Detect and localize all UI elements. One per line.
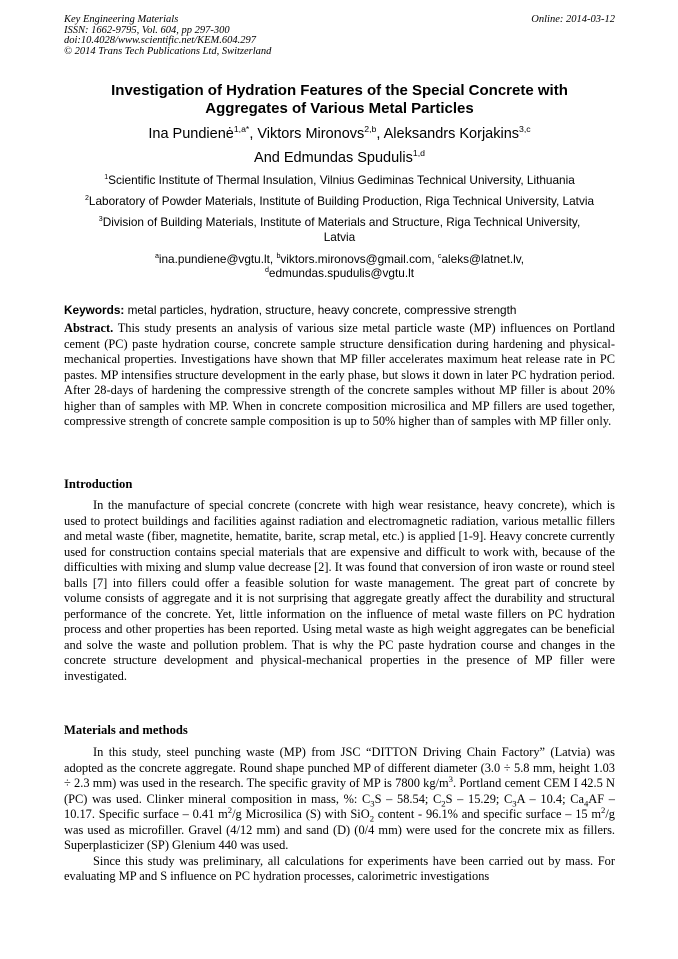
superscript: 2 xyxy=(227,804,233,815)
text-run: S – 15.29; C xyxy=(445,791,513,806)
text-run: In this study, steel punching waste (MP) from JSC “DITTON Driving Chain Factory” (Latvia) was adopted as the concrete aggregate. Round shape punched MP of different diameter (3.0 ÷ 5.8 mm, height 1.03 ÷ 2.3 mm) was used in the research. The specific gravity of MP is 7800 kg/m xyxy=(64,745,615,790)
abstract-text: This study presents an analysis of various size metal particle waste (MP) influences on Portland cement (PC) paste hydration course, concrete sample structure densification during hardening and physical-mechanical properties. Investigations have shown that MP filler accelerates maximum heat release rate in PC pastes. MP intensifies structure development in the early phase, but slows it down in later PC hydration period. After 28-days of hardening the compressive strength of the concrete samples without MP filler is about 20% higher than of samples with MP. When in concrete composition microsilica and MP fillers are used together, compressive strength of concrete sample composition is up to 50% higher than of samples with MP filler only. xyxy=(64,321,615,428)
affiliation xyxy=(64,194,615,208)
text-run: AF – 10.17. Specific surface – 0.41 m xyxy=(64,791,615,821)
subscript: 2 xyxy=(441,797,446,808)
affiliation-sup: 2 xyxy=(84,194,89,203)
text-run: content - 96.1% and specific surface – 15 m xyxy=(374,807,602,821)
text-run: A – 10.4; Ca xyxy=(516,791,584,806)
author-name: Ina Pundienė xyxy=(148,126,234,142)
abstract-label: Abstract. xyxy=(64,321,114,335)
author-name: And Edmundas Spudulis xyxy=(254,150,413,166)
title-line-2: Aggregates of Various Metal Particles xyxy=(205,100,474,117)
affiliation-sup: 3 xyxy=(98,215,103,224)
introduction-paragraph: In the manufacture of special concrete (concrete with high wear resistance, heavy concrete), which is used to protect buildings and facilities against radiation and electromagnetic radiation, various metallic fillers and metal waste (fiber, magnetite, hematite, barite, scrap metal, etc.) is applied [1-9]. Heavy concrete currently used for construction contains special materials that are expensive and difficult to work with, because of the difficulties with mixing and slump value decrease [2]. It was found that conversion of iron waste or round steel balls [7] into fillers could offer a feasible solution for waste management. The great part of concrete by volume consists of aggregate and it is not surprising that aggregate greatly affect the durability and structural performance of the concrete. Yet, little information on the influence of metal waste fillers on PC hydration process and other properties has been reported. Using metal waste as high weight aggregates can be beneficial and solve the waste and pollution problem. That is why the PC paste hydration course and changes in the concrete structure development and physical-mechanical properties in the presence of MP filler were investigated. xyxy=(64,498,615,683)
materials-body xyxy=(64,745,615,885)
doi-line[interactable]: doi:10.4028/www.scientific.net/KEM.604.297 xyxy=(64,35,256,47)
text-run: S – 58.54; C xyxy=(374,791,442,806)
keywords xyxy=(64,303,615,317)
affiliation-sup: 1 xyxy=(104,173,109,182)
affiliation-text: Division of Building Materials, Institute of Materials and Structure, Riga Technical University, xyxy=(102,215,581,229)
superscript: 2 xyxy=(601,804,606,815)
email-sup: d xyxy=(264,266,269,275)
affiliation-text-cont: Latvia xyxy=(323,230,356,244)
email-link[interactable]: aleks@latnet.lv xyxy=(441,252,521,266)
email-list: $^a$ina.pundiene@vgtu.lt, $^b$viktors.mironovs@gmail.com, $^c$aleks@latnet.lv, $^d$edmundas.spudulis@vgtu.lt xyxy=(154,252,525,280)
author-sup: 3,c xyxy=(519,124,531,135)
text-run: /g Microsilica (S) with SiO xyxy=(232,807,370,821)
introduction-body xyxy=(64,498,615,684)
email-link[interactable]: ina.pundiene@vgtu.lt xyxy=(158,252,270,266)
author-name: Aleksandrs Korjakins xyxy=(383,126,520,142)
affiliation xyxy=(64,215,615,245)
copyright-line: © 2014 Trans Tech Publications Ltd, Switzerland xyxy=(64,45,272,57)
text-run: . Portland cement CEM I 42.5 N (PC) was used. Clinker mineral composition in mass, %: C xyxy=(64,776,615,806)
journal-header xyxy=(64,15,615,57)
keywords-text: metal particles, hydration, structure, heavy concrete, compressive strength xyxy=(124,303,517,317)
author-sup: 2,b xyxy=(364,124,377,135)
keywords-label: Keywords: xyxy=(64,303,125,317)
title-line-1: Investigation of Hydration Features of the Special Concrete with xyxy=(111,82,568,99)
issn-line: ISSN: 1662-9795, Vol. 604, pp 297-300 xyxy=(64,24,230,36)
subscript: 3 xyxy=(512,797,517,808)
affiliations xyxy=(64,173,615,252)
email-sup: b xyxy=(276,252,281,261)
materials-paragraph-1 xyxy=(64,745,615,854)
superscript: 3 xyxy=(448,773,453,784)
materials-paragraph-2: Since this study was preliminary, all calculations for experiments have been carried out by mass. For evaluating MP and S influence on PC hydration processes, calorimetric investigations xyxy=(64,853,615,883)
journal-name: Key Engineering Materials xyxy=(64,14,179,25)
subscript: 2 xyxy=(369,813,375,824)
abstract xyxy=(64,321,615,430)
text-run: /g was used as microfiller. Gravel (4/12 mm) and sand (D) (0/4 mm) were used for the concrete mix as fillers. Superplasticizer (SP) Glenium 440 was used. xyxy=(64,807,615,852)
email-link[interactable]: viktors.mironovs@gmail.com xyxy=(280,252,432,266)
email-sup: c xyxy=(437,252,442,261)
subscript: 3 xyxy=(370,797,375,808)
author-sup: 1,a* xyxy=(233,124,250,135)
email-link[interactable]: edmundas.spudulis@vgtu.lt xyxy=(268,266,415,280)
section-heading-materials: Materials and methods xyxy=(64,723,188,737)
author-sup: 1,d xyxy=(412,148,425,159)
affiliation-text: Laboratory of Powder Materials, Institute of Building Production, Riga Technical University, Latvia xyxy=(88,194,595,208)
online-date: Online: 2014-03-12 xyxy=(531,14,615,25)
email-sup: a xyxy=(154,252,159,261)
author-name: Viktors Mironovs xyxy=(257,126,365,142)
affiliation xyxy=(64,173,615,187)
paper-title xyxy=(64,82,615,118)
author-list: Ina Pundienė$^{1,a*}$, Viktors Mironovs$^{2,b}$, Aleksandrs Korjakins$^{3,c}$ And Edmundas Spudulis$^{1,d}$ xyxy=(148,124,531,166)
section-heading-introduction: Introduction xyxy=(64,477,133,491)
affiliation-text: Scientific Institute of Thermal Insulation, Vilnius Gediminas Technical University, Lithuania xyxy=(108,173,575,187)
subscript: 4 xyxy=(583,797,589,808)
